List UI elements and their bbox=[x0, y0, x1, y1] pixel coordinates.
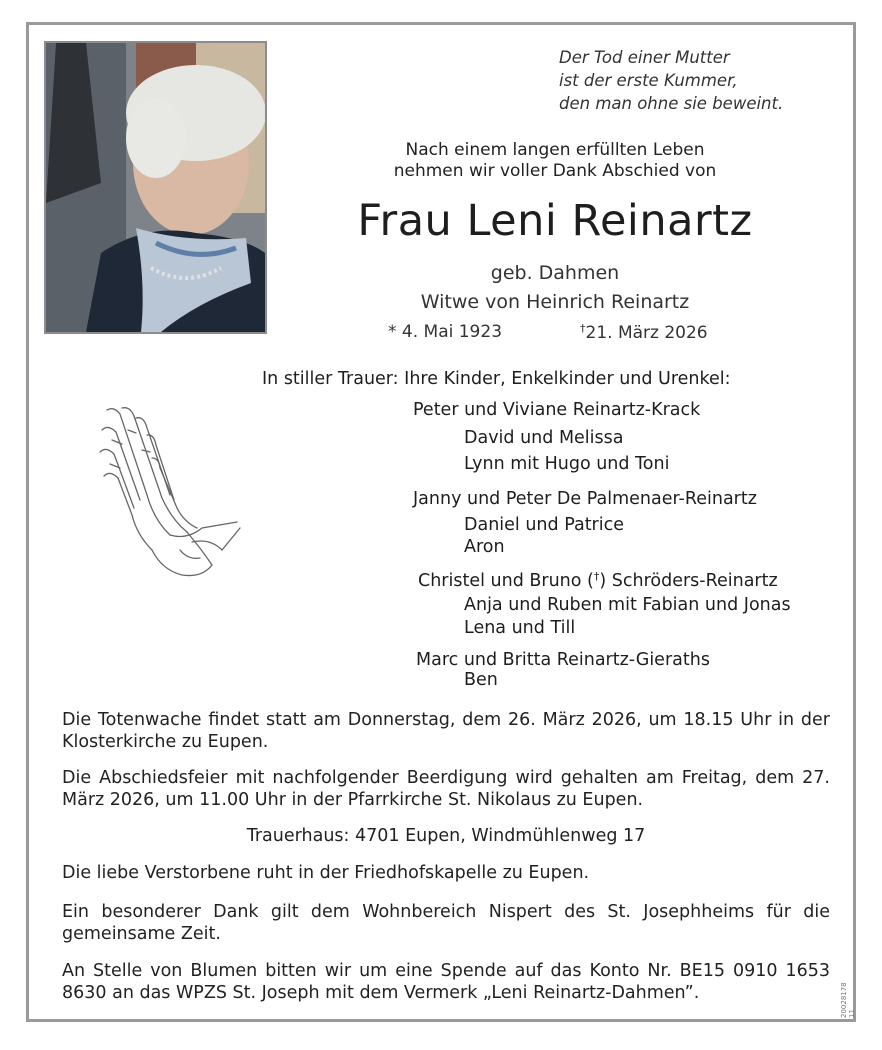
quote bbox=[559, 46, 783, 115]
thanks-notice: Ein besonderer Dank gilt dem Wohnbereich Nispert des St. Josephheims für die gemeinsame Zeit. bbox=[62, 902, 830, 944]
rest-notice: Die liebe Verstorbene ruht in der Friedhofskapelle zu Eupen. bbox=[62, 863, 590, 883]
family-line bbox=[418, 570, 778, 591]
donation-notice: An Stelle von Blumen bitten wir um eine Spende auf das Konto Nr. BE15 0910 1653 8630 an das WPZS St. Joseph mit dem Vermerk „Leni Reinartz-Dahmen”. bbox=[62, 961, 830, 1003]
family-line: Janny und Peter De Palmenaer-Reinartz bbox=[413, 489, 757, 509]
quote-line: ist der erste Kummer, bbox=[559, 71, 738, 90]
family-child: Aron bbox=[464, 537, 505, 557]
mourning-heading bbox=[262, 369, 731, 389]
deceased-name: Frau Leni Reinartz bbox=[357, 196, 753, 246]
family-child: Daniel und Patrice bbox=[464, 515, 624, 535]
widow-line: Witwe von Heinrich Reinartz bbox=[420, 291, 690, 313]
death-date bbox=[580, 322, 708, 343]
quote-line: Der Tod einer Mutter bbox=[559, 48, 730, 67]
praying-hands-icon bbox=[92, 400, 242, 589]
vigil-notice: Die Totenwache findet statt am Donnerstag, dem 26. März 2026, um 18.15 Uhr in der Klosterkirche zu Eupen. bbox=[62, 710, 830, 752]
quote-line: den man ohne sie beweint. bbox=[559, 94, 784, 113]
family-line-part: ) Schröders-Reinartz bbox=[599, 571, 778, 591]
reference-number: 20028178 11 bbox=[840, 982, 856, 1018]
family-line-part: Christel und Bruno ( bbox=[418, 571, 594, 591]
family-child: David und Melissa bbox=[464, 428, 624, 448]
death-symbol: † bbox=[580, 322, 586, 335]
death-date-text: 21. März 2026 bbox=[585, 323, 708, 343]
funeral-notice: Die Abschiedsfeier mit nachfolgender Beerdigung wird gehalten am Freitag, dem 27. März 2026, um 11.00 Uhr in der Pfarrkirche St. Nikolaus zu Eupen. bbox=[62, 768, 830, 810]
family-child: Anja und Ruben mit Fabian und Jonas bbox=[464, 595, 791, 615]
birth-date-text: 4. Mai 1923 bbox=[401, 322, 503, 342]
intro-line: nehmen wir voller Dank Abschied von bbox=[393, 161, 717, 181]
maiden-name: geb. Dahmen bbox=[490, 262, 620, 284]
mourning-title: Ihre Kinder, Enkelkinder und Urenkel: bbox=[404, 369, 731, 389]
family-child: Lynn mit Hugo und Toni bbox=[464, 454, 670, 474]
mourning-house: Trauerhaus: 4701 Eupen, Windmühlenweg 17 bbox=[246, 826, 646, 846]
cross-symbol: † bbox=[593, 570, 600, 583]
family-line: Marc und Britta Reinartz-Gieraths bbox=[416, 650, 710, 670]
birth-date bbox=[388, 322, 502, 342]
mourning-prefix: In stiller Trauer: bbox=[262, 369, 399, 389]
birth-symbol: * bbox=[388, 322, 397, 342]
family-line: Peter und Viviane Reinartz-Krack bbox=[413, 400, 701, 420]
portrait-photo bbox=[44, 41, 267, 334]
family-child: Ben bbox=[464, 670, 498, 690]
intro-line: Nach einem langen erfüllten Leben bbox=[405, 140, 705, 160]
family-child: Lena und Till bbox=[464, 618, 576, 638]
